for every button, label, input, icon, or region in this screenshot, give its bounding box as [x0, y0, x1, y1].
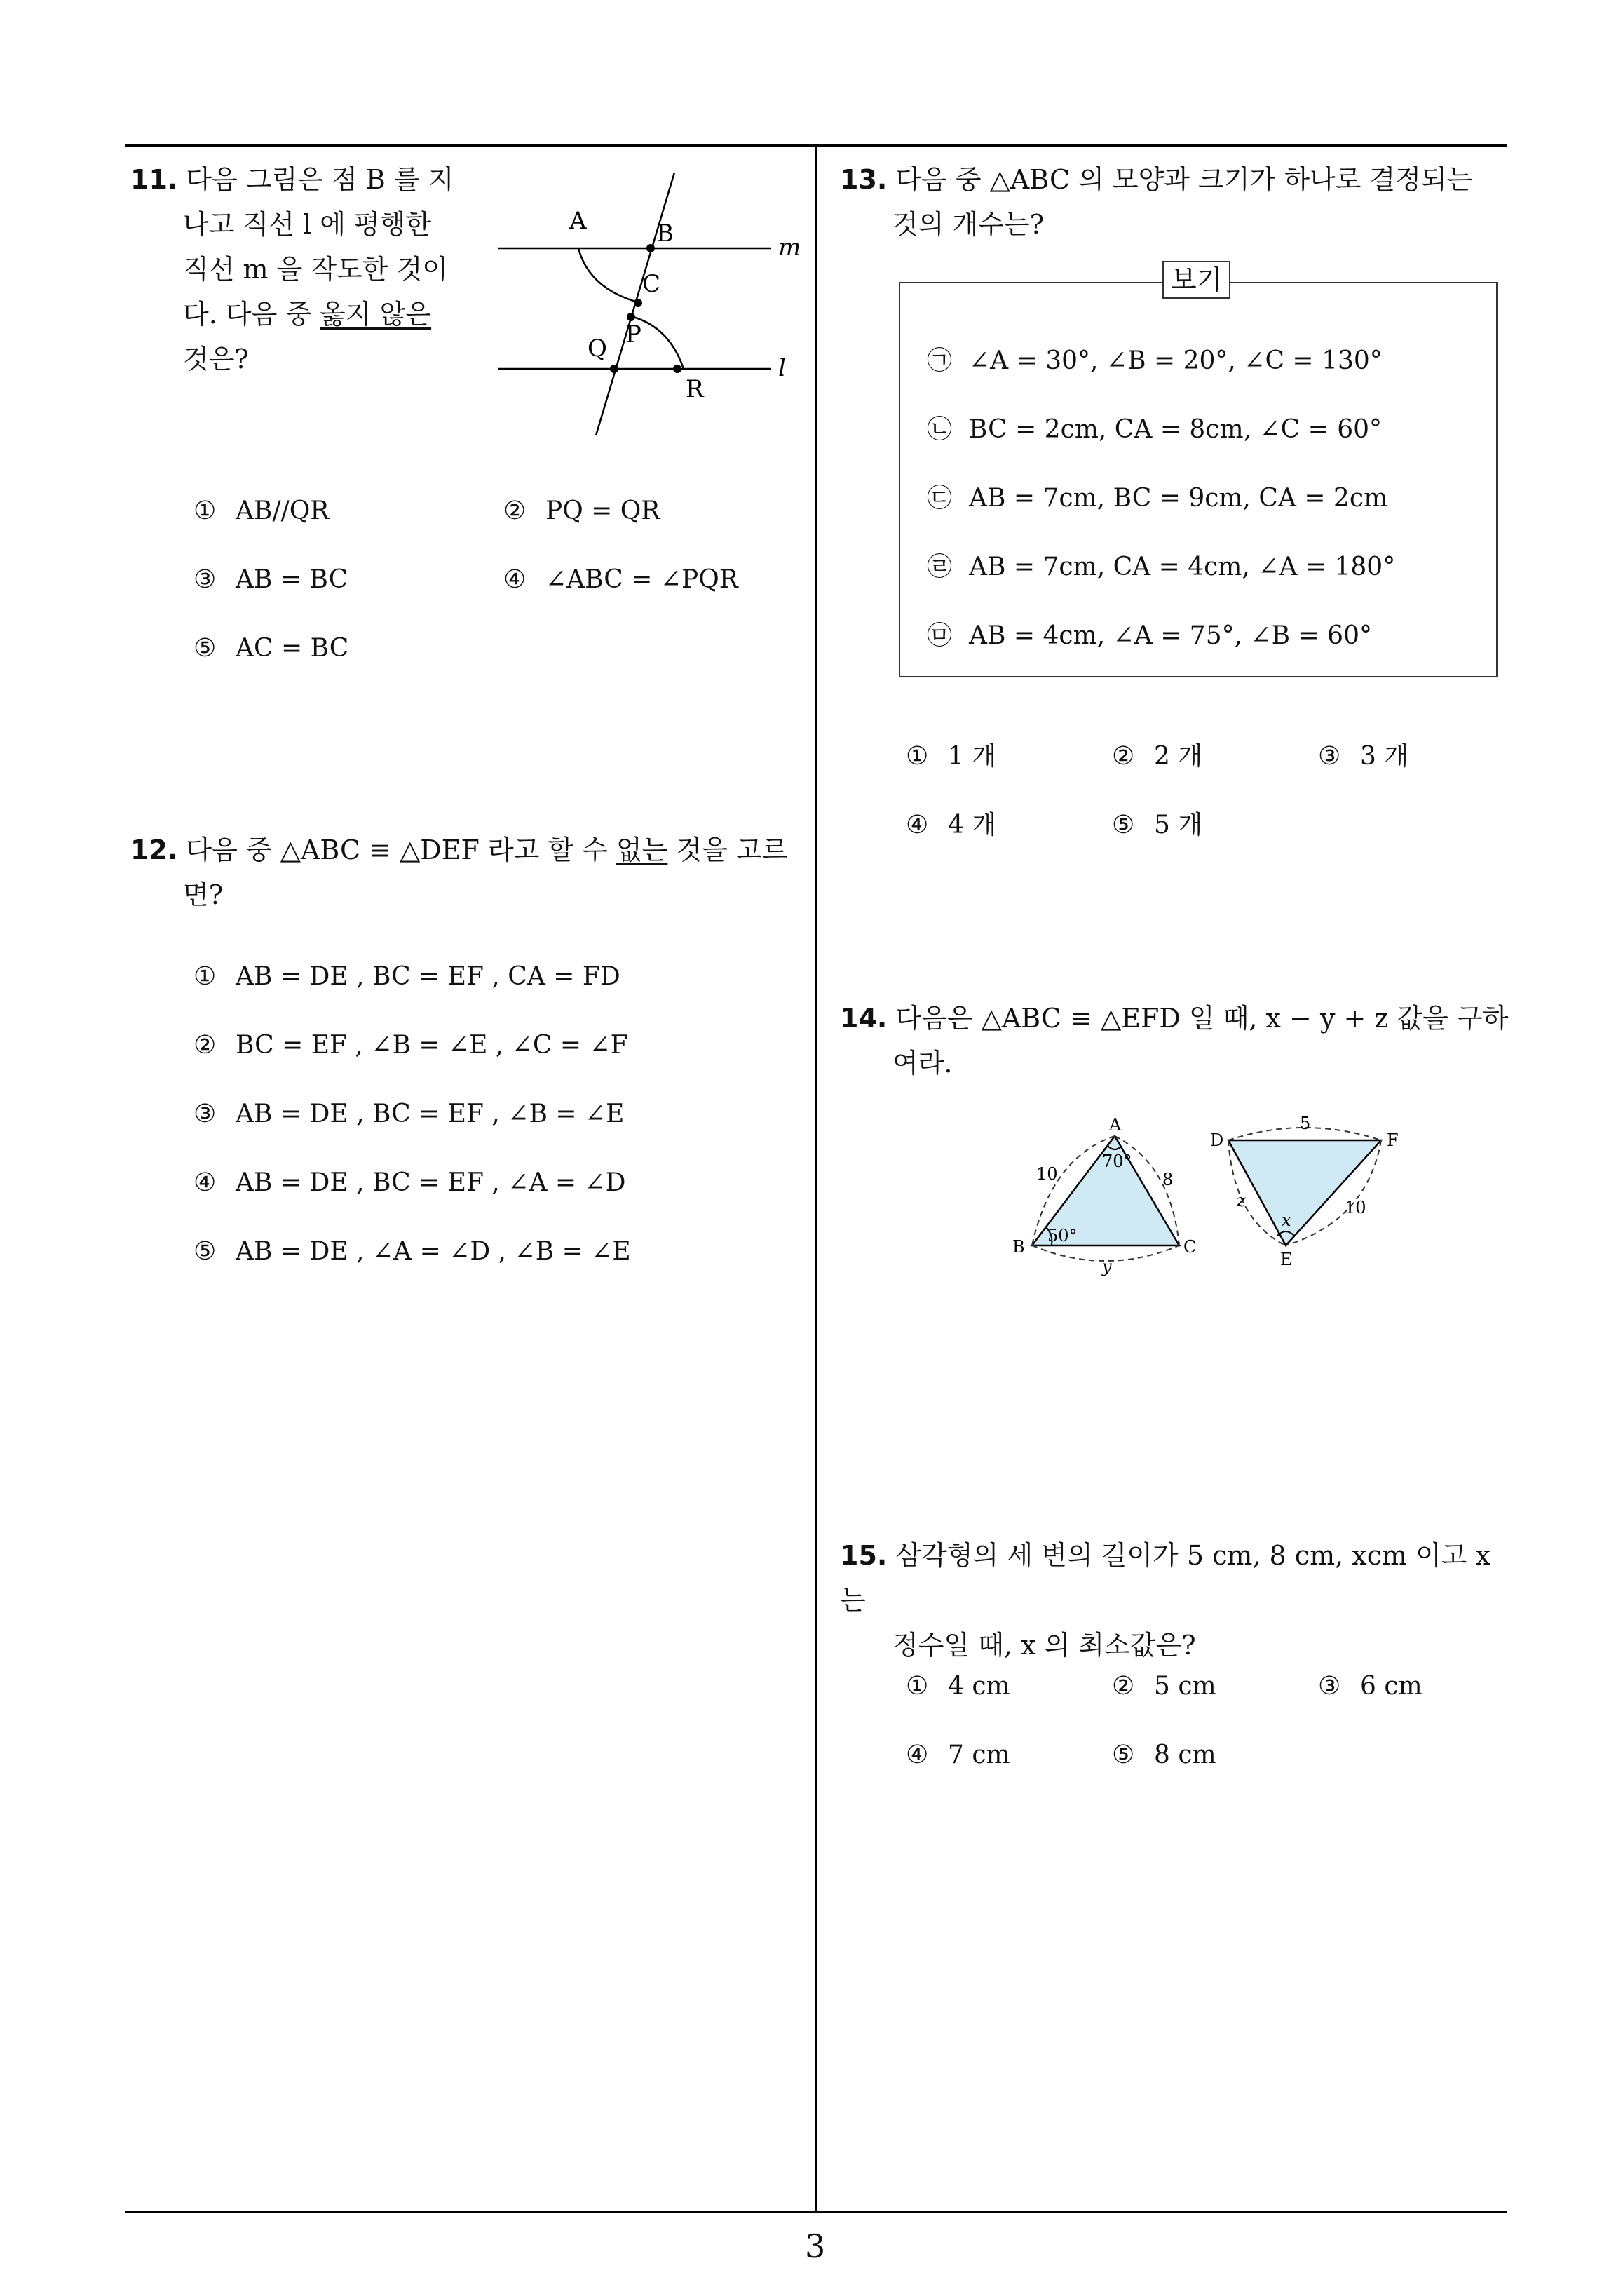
q14-number: 14. [840, 1003, 888, 1034]
q11-stem-4 [130, 292, 467, 337]
q13-box-item-3-text: AB = 7cm, BC = 9cm, CA = 2cm [969, 484, 1388, 513]
q13-box-item-4-mark: ㉣ [927, 553, 953, 581]
q11-underlined: 옳지 않은 [320, 299, 432, 330]
q13-option-1-mark: ① [906, 742, 929, 771]
q11-option-4[interactable] [503, 565, 738, 594]
q13-option-2[interactable] [1112, 736, 1202, 772]
q14-stem-a: 다음은 △ABC ≡ △EFD 일 때, x − y + z 값을 구하 [895, 1003, 1509, 1034]
label-tri1-A: A [1109, 1115, 1122, 1135]
q13-box-item-1-mark: ㉠ [927, 346, 953, 375]
q11-line1 [130, 157, 467, 202]
q13-box-item-3 [927, 478, 1387, 514]
q11-stem-5: 것은? [183, 344, 249, 374]
q13-stem-a: 다음 중 △ABC 의 모양과 크기가 하나로 결정되는 [895, 164, 1473, 195]
page-number: 3 [805, 2227, 826, 2265]
q11-stem-3: 직선 m 을 작도한 것이 [183, 254, 449, 285]
point-C [634, 299, 642, 307]
question-14 [840, 996, 1513, 1086]
q12-option-1-mark: ① [193, 962, 217, 991]
label-tri2-F: F [1387, 1130, 1399, 1150]
q15-option-4-mark: ④ [906, 1741, 929, 1769]
q11-option-2[interactable] [503, 497, 660, 525]
q11-option-4-mark: ④ [503, 565, 527, 594]
q11-option-5-mark: ⑤ [193, 634, 217, 663]
q15-option-1-text: 4 cm [948, 1672, 1010, 1701]
q11-number: 11. [130, 164, 178, 195]
q14-stem-b: 여라. [892, 1048, 953, 1079]
label-AB: 10 [1036, 1164, 1058, 1184]
q13-box-item-5 [927, 616, 1372, 651]
q12-stem-a: 다음 중 △ABC ≡ △DEF 라고 할 수 [186, 835, 617, 865]
label-B: B [656, 220, 674, 248]
q13-box-label: 보기 [1162, 261, 1230, 299]
q13-option-4[interactable] [906, 805, 996, 841]
q11-stem-4a: 다. 다음 중 [183, 299, 320, 330]
q13-box-item-4 [927, 547, 1395, 583]
label-tri1-B: B [1012, 1237, 1025, 1257]
q13-stem-b: 것의 개수는? [892, 209, 1044, 240]
q13-option-4-text: 4 개 [948, 811, 997, 839]
q13-box-item-4-text: AB = 7cm, CA = 4cm, ∠A = 180° [969, 553, 1396, 581]
label-l: l [778, 354, 786, 382]
q13-option-3-text: 3 개 [1360, 742, 1409, 771]
q15-stem-b: 정수일 때, x 의 최소값은? [892, 1630, 1196, 1661]
q15-option-5[interactable] [1112, 1741, 1216, 1769]
q12-option-1-text: AB = DE , BC = EF , CA = FD [236, 962, 620, 991]
label-BC: y [1102, 1257, 1112, 1276]
q12-option-3-mark: ③ [193, 1100, 217, 1128]
q13-box-item-1 [927, 341, 1383, 377]
q15-option-3[interactable] [1318, 1672, 1422, 1701]
q11-stem-2: 나고 직선 l 에 평행한 [183, 209, 432, 240]
q15-option-4-text: 7 cm [948, 1741, 1010, 1769]
q15-option-1[interactable] [906, 1672, 1010, 1701]
q13-option-1-text: 1 개 [948, 742, 997, 771]
q12-underlined: 없는 [616, 835, 668, 865]
label-tri2-D: D [1210, 1130, 1224, 1150]
q12-option-4-mark: ④ [193, 1168, 217, 1197]
label-EF: 10 [1345, 1198, 1366, 1217]
label-A: A [569, 207, 587, 235]
q15-option-1-mark: ① [906, 1672, 929, 1701]
q11-option-5[interactable] [193, 634, 348, 663]
q15-option-2-mark: ② [1112, 1672, 1135, 1701]
q11-option-1-text: AB//QR [236, 497, 330, 525]
label-angle-E: x [1282, 1210, 1291, 1230]
q13-box-item-2-mark: ㉡ [927, 415, 953, 444]
q15-option-2-text: 5 cm [1154, 1672, 1216, 1701]
bottom-rule [125, 2211, 1507, 2213]
q13-box-item-2-text: BC = 2cm, CA = 8cm, ∠C = 60° [969, 415, 1383, 444]
label-AC: 8 [1162, 1170, 1174, 1189]
q12-option-4[interactable] [193, 1168, 626, 1197]
q12-stem-b: 것을 고르 [667, 835, 788, 865]
q12-option-5-mark: ⑤ [193, 1237, 217, 1266]
label-m: m [778, 234, 801, 262]
q13-option-3-mark: ③ [1318, 742, 1341, 771]
label-DE: z [1237, 1191, 1246, 1210]
q13-line1 [840, 157, 1513, 202]
q12-option-1[interactable] [193, 962, 620, 991]
q12-option-3-text: AB = DE , BC = EF , ∠B = ∠E [236, 1100, 625, 1128]
q13-option-2-mark: ② [1112, 742, 1135, 771]
q12-option-2-mark: ② [193, 1031, 217, 1060]
point-Q [610, 365, 618, 373]
label-tri1-C: C [1183, 1237, 1197, 1257]
q15-option-3-text: 6 cm [1360, 1672, 1422, 1701]
q11-option-2-text: PQ = QR [545, 497, 660, 525]
q15-line1 [840, 1533, 1513, 1623]
q12-number: 12. [130, 835, 178, 865]
q13-box-item-5-text: AB = 4cm, ∠A = 75°, ∠B = 60° [969, 621, 1372, 650]
q15-option-4[interactable] [906, 1741, 1010, 1769]
q13-box-item-3-mark: ㉢ [927, 484, 953, 513]
q11-option-3-mark: ③ [193, 565, 217, 594]
q13-option-5[interactable] [1112, 805, 1202, 841]
q15-option-3-mark: ③ [1318, 1672, 1341, 1701]
q11-option-5-text: AC = BC [236, 634, 349, 663]
q11-option-1-mark: ① [193, 497, 217, 525]
q15-stem-a: 삼각형의 세 변의 길이가 5 cm, 8 cm, xcm 이고 x 는 [840, 1540, 1491, 1616]
q15-option-5-mark: ⑤ [1112, 1741, 1135, 1769]
question-13 [840, 157, 1513, 247]
question-12 [130, 828, 803, 917]
q13-option-3[interactable] [1318, 736, 1408, 772]
q13-option-5-mark: ⑤ [1112, 811, 1135, 839]
q13-box-item-1-text: ∠A = 30°, ∠B = 20°, ∠C = 130° [969, 346, 1383, 375]
q13-option-2-text: 2 개 [1154, 742, 1203, 771]
point-R [673, 365, 681, 373]
label-P: P [625, 320, 641, 349]
q12-option-2-text: BC = EF , ∠B = ∠E , ∠C = ∠F [236, 1031, 628, 1060]
q12-option-3[interactable] [193, 1100, 624, 1128]
label-tri2-E: E [1280, 1250, 1293, 1269]
label-angle-A: 70° [1102, 1152, 1132, 1171]
q13-number: 13. [840, 164, 888, 195]
column-divider [815, 144, 817, 2213]
triangle-EFD [1228, 1140, 1381, 1245]
q12-stem-c: 면? [183, 879, 224, 910]
q12-option-4-text: AB = DE , BC = EF , ∠A = ∠D [236, 1168, 626, 1197]
q12-line1 [130, 828, 803, 872]
question-15 [840, 1533, 1513, 1668]
q11-option-4-text: ∠ABC = ∠PQR [545, 565, 738, 594]
q11-option-3-text: AB = BC [236, 565, 348, 594]
q11-option-3[interactable] [193, 565, 348, 594]
q14-triangles-figure [1003, 1115, 1423, 1283]
label-C: C [642, 270, 661, 298]
question-11 [130, 157, 467, 381]
arc-upper [578, 248, 638, 302]
q11-option-1[interactable] [193, 497, 329, 525]
q13-option-5-text: 5 개 [1154, 811, 1203, 839]
label-angle-B: 50° [1047, 1226, 1078, 1245]
label-DF: 5 [1300, 1115, 1311, 1133]
q15-option-2[interactable] [1112, 1672, 1216, 1701]
q14-line1 [840, 996, 1513, 1041]
point-B [646, 244, 655, 252]
q13-option-4-mark: ④ [906, 811, 929, 839]
q15-option-5-text: 8 cm [1154, 1741, 1216, 1769]
q12-option-5-text: AB = DE , ∠A = ∠D , ∠B = ∠E [236, 1237, 631, 1266]
q11-stem-1: 다음 그림은 점 B 를 지 [186, 164, 454, 195]
label-R: R [686, 375, 704, 403]
label-Q: Q [588, 335, 607, 363]
q12-option-2[interactable] [193, 1031, 628, 1060]
q11-option-2-mark: ② [503, 497, 527, 525]
q13-option-1[interactable] [906, 736, 996, 772]
q11-construction-figure [491, 166, 813, 446]
q13-box-item-5-mark: ㉤ [927, 621, 953, 650]
q12-option-5[interactable] [193, 1237, 631, 1266]
q13-box-item-2 [927, 410, 1382, 445]
q15-number: 15. [840, 1540, 888, 1571]
